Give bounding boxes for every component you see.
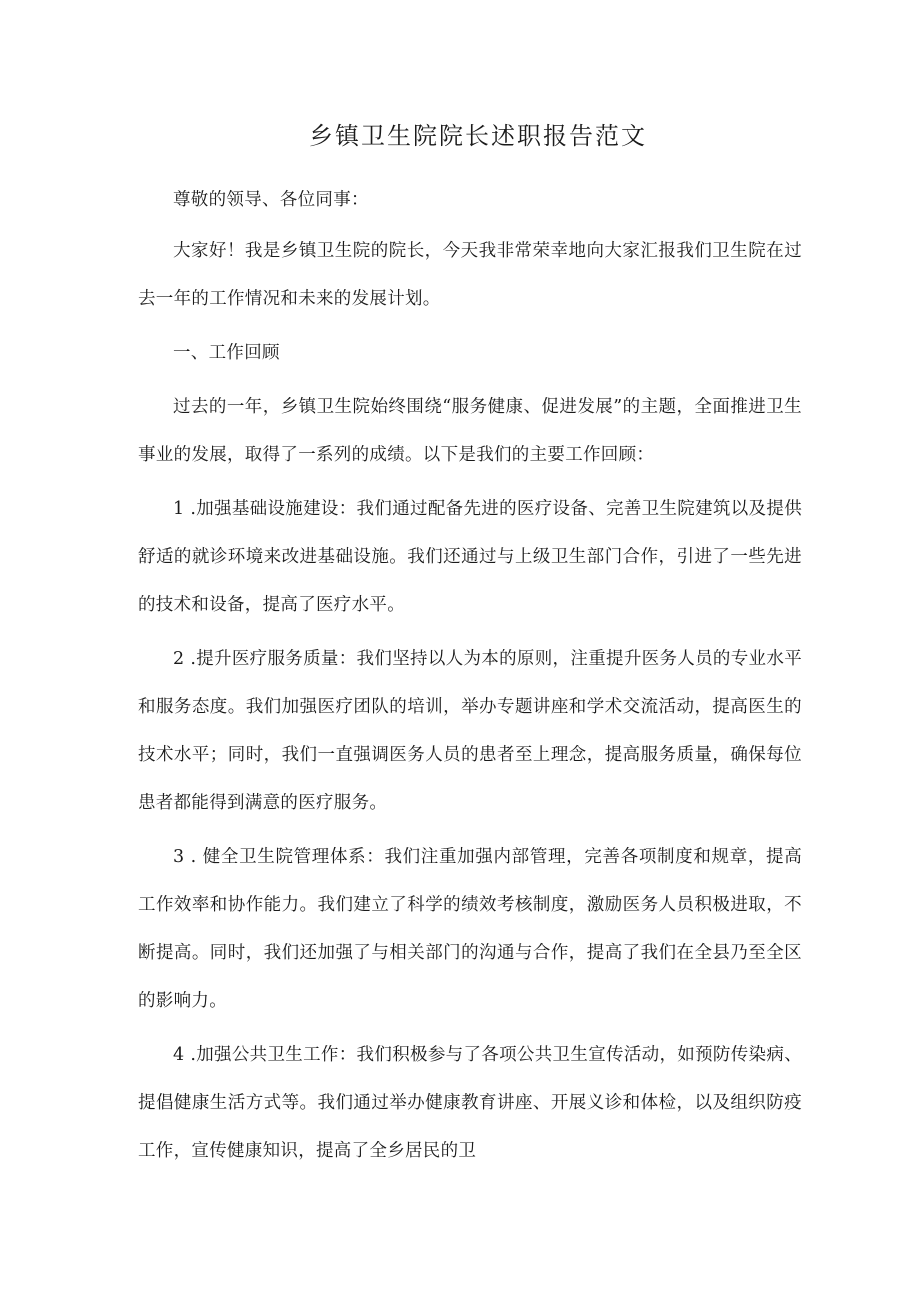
paragraph-item-2: 2 .提升医疗服务质量：我们坚持以人为本的原则，注重提升医务人员的专业水平和服务态度。我们加强医疗团队的培训，举办专题讲座和学术交流活动，提高医生的技术水平；同时，我们一直强调医务人员的患者至上理念，提高服务质量，确保每位患者都能得到满意的医疗服务。 xyxy=(138,649,802,813)
paragraph-item-3: 3 . 健全卫生院管理体系：我们注重加强内部管理，完善各项制度和规章，提高工作效率和协作能力。我们建立了科学的绩效考核制度，激励医务人员积极进取，不断提高。同时，我们还加强了与相关部门的沟通与合作，提高了我们在全县乃至全区的影响力。 xyxy=(138,847,802,1011)
document-title: 乡镇卫生院院长述职报告范文 xyxy=(309,122,647,150)
paragraph-greeting: 大家好！我是乡镇卫生院的院长，今天我非常荣幸地向大家汇报我们卫生院在过去一年的工作情况和未来的发展计划。 xyxy=(138,241,802,309)
paragraph-review-intro: 过去的一年，乡镇卫生院始终围绕“服务健康、促进发展”的主题，全面推进卫生事业的发展，取得了一系列的成绩。以下是我们的主要工作回顾： xyxy=(138,397,802,465)
paragraph-item-1: 1 .加强基础设施建设：我们通过配备先进的医疗设备、完善卫生院建筑以及提供舒适的就诊环境来改进基础设施。我们还通过与上级卫生部门合作，引进了一些先进的技术和设备，提高了医疗水平。 xyxy=(138,499,802,615)
paragraph-item-4: 4 .加强公共卫生工作：我们积极参与了各项公共卫生宣传活动，如预防传染病、提倡健康生活方式等。我们通过举办健康教育讲座、开展义诊和体检，以及组织防疫工作，宣传健康知识，提高了全乡居民的卫 xyxy=(138,1045,802,1161)
section-heading-work-review: 一、工作回顾 xyxy=(173,343,280,363)
salutation: 尊敬的领导、各位同事： xyxy=(173,190,369,210)
